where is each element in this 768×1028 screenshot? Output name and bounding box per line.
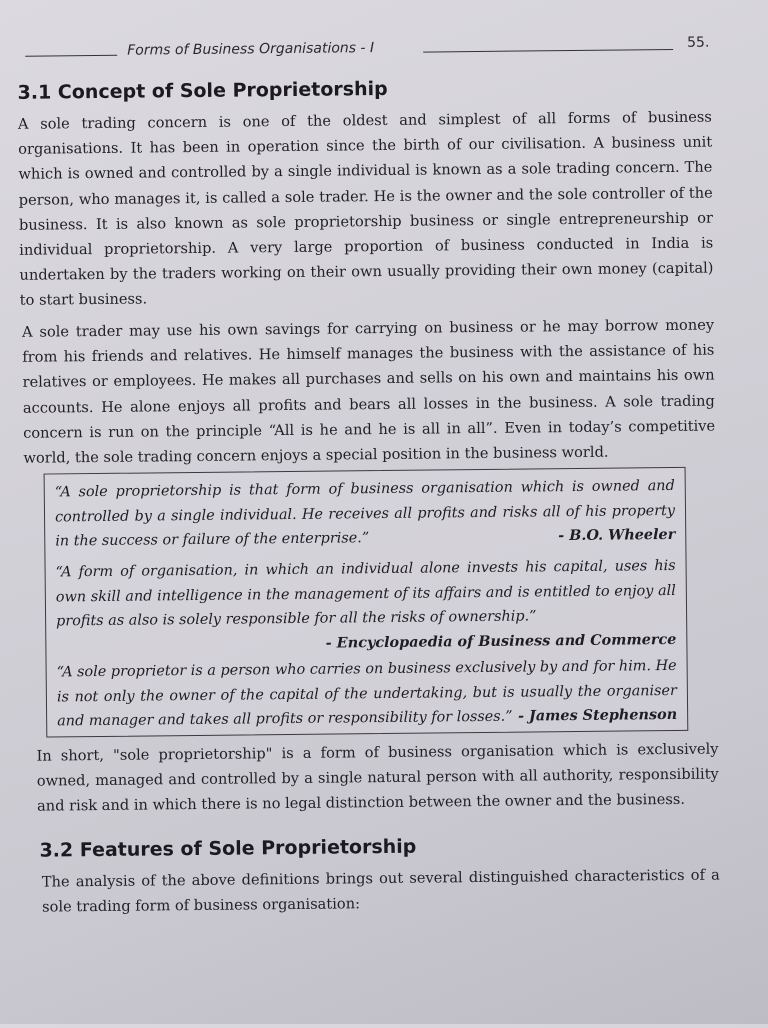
definition-quote xyxy=(55,554,676,659)
quote-text: “A form of organisation, in which an individual alone invests his capital, uses his own skill and intelligence in the management of its affairs and is entitled to enjoy all profits as also is solely responsible for all the risks of ownership.” xyxy=(55,557,676,630)
section-heading-features: 3.2 Features of Sole Proprietorship xyxy=(39,835,417,862)
header-rule-right xyxy=(423,49,673,53)
quote-author: - James Stephenson xyxy=(517,706,678,725)
quote-author: - Encyclopaedia of Business and Commerce xyxy=(325,630,677,652)
section-heading-concept: 3.1 Concept of Sole Proprietorship xyxy=(17,77,388,104)
concept-paragraph-1: A sole trading concern is one of the oldest and simplest of all forms of business organisations. It has been in operation since the birth of our civilisation. A business unit which is owned and controlled by a single individual is known as a sole trading concern. The person, who manages it, is called a sole trader. He is the owner and the sole controller of the business. It is also known as sole proprietorship business or single entrepreneurship or individual proprietorship. A very large proportion of business conducted in India is undertaken by the traders working on their own usually providing their own money (capital) to start business. xyxy=(17,108,714,310)
header-rule-left xyxy=(25,55,117,57)
quote-author: - B.O. Wheeler xyxy=(558,526,676,545)
quote-text: “A sole proprietorship is that form of business organisation which is owned and controlled by a single individual. He receives all profits and risks all of his property in the success or failure of the enterprise.” xyxy=(54,477,676,550)
features-intro-paragraph: The analysis of the above definitions brings out several distinguished characteristics of a sole trading form of business organisation: xyxy=(41,866,720,916)
concept-paragraph-2: A sole trader may use his own savings for carrying on business or he may borrow money from his friends and relatives. He himself manages the business with the assistance of his relatives or employees. He makes all purchases and sells on his own and maintains his own accounts. He alone enjoys all profits and bears all losses in the business. A sole trading concern is run on the principle “All is he and he is all in all”. Even in today’s competitive world, the sole trading concern enjoys a special position in the business world. xyxy=(22,316,716,467)
page-header xyxy=(25,33,715,66)
page-number: 55. xyxy=(687,34,710,51)
concept-summary-paragraph: In short, "sole proprietorship" is a form of business organisation which is exclusively owned, managed and controlled by a single natural person with all authority, responsibility and risk and in which there is no legal distinction between the owner and the business. xyxy=(36,740,719,816)
running-title: Forms of Business Organisations - I xyxy=(127,40,375,59)
definition-quote xyxy=(57,654,678,734)
definition-quote xyxy=(55,474,676,554)
definitions-box xyxy=(44,467,689,738)
quote-text: “A sole proprietor is a person who carries on business exclusively by and for him. He is not only the owner of the capital of the undertaking, but is usually the organiser and manager and takes all profits or responsibility for losses.” xyxy=(56,657,677,730)
